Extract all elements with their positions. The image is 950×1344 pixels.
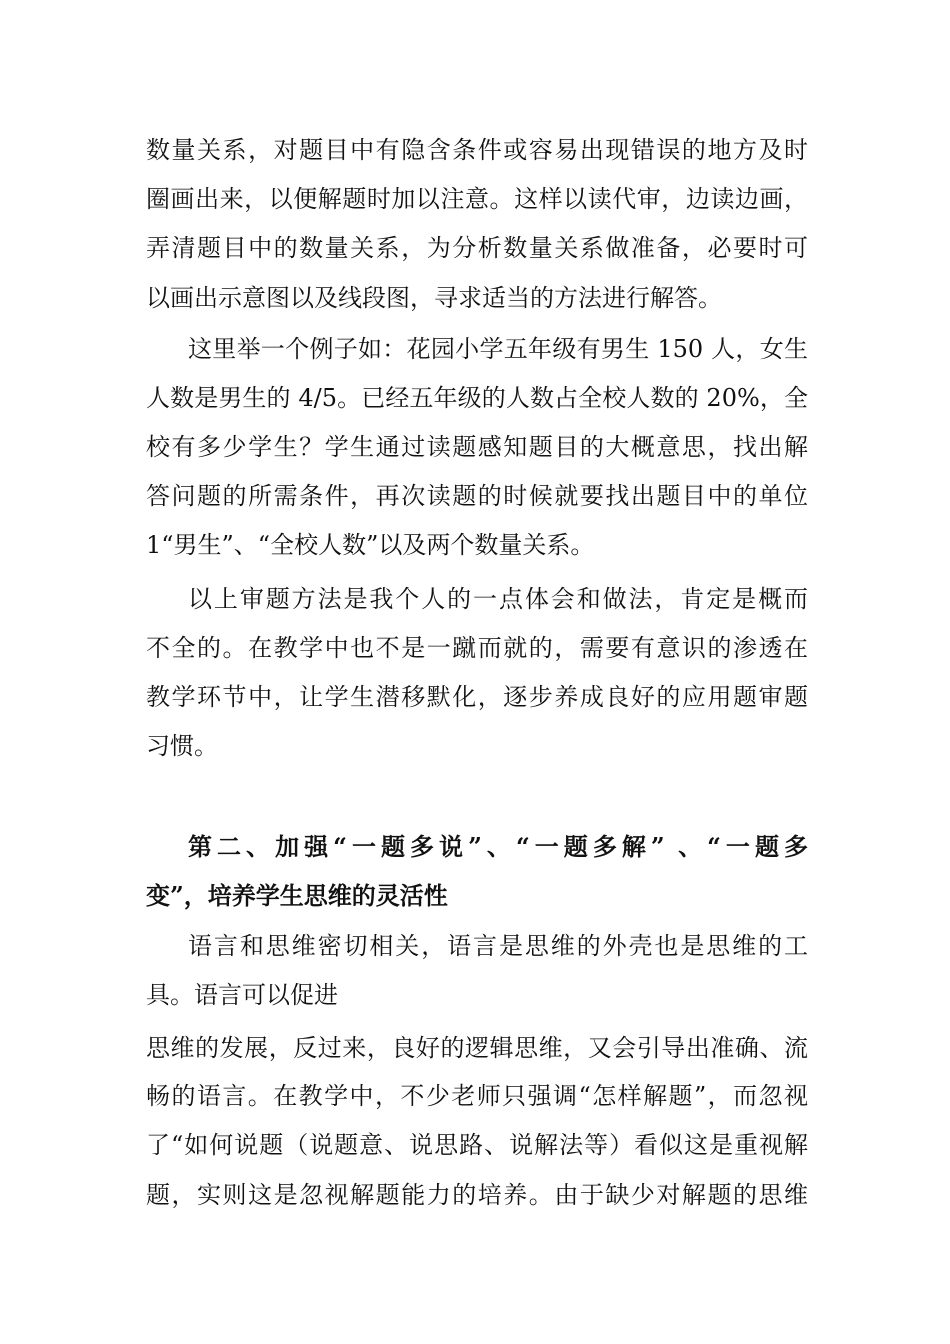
text-line: 了“如何说题（说题意、说思路、说解法等）看似这是重视解 bbox=[146, 1131, 808, 1159]
text-line: 这里举一个例子如：花园小学五年级有男生 150 人，女生 bbox=[188, 335, 808, 363]
text-line: 语言和思维密切相关，语言是思维的外壳也是思维的工 bbox=[188, 932, 808, 960]
text-line: 校有多少学生？学生通过读题感知题目的大概意思，找出解 bbox=[146, 433, 808, 461]
text-line: 思维的发展，反过来，良好的逻辑思维，又会引导出准确、流 bbox=[146, 1034, 808, 1062]
heading-line: 第二、加强“一题多说”、“一题多解” 、“一题多 bbox=[188, 832, 808, 861]
text-line: 具。语言可以促进 bbox=[146, 981, 338, 1009]
text-line: 习惯。 bbox=[146, 732, 218, 760]
text-line: 人数是男生的 4/5。已经五年级的人数占全校人数的 20%，全 bbox=[146, 384, 808, 412]
text-line: 圈画出来，以便解题时加以注意。这样以读代审，边读边画， bbox=[146, 185, 808, 213]
text-line: 题，实则这是忽视解题能力的培养。由于缺少对解题的思维 bbox=[146, 1181, 808, 1209]
text-line: 弄清题目中的数量关系，为分析数量关系做准备，必要时可 bbox=[146, 234, 808, 262]
heading-line: 变”，培养学生思维的灵活性 bbox=[146, 881, 448, 910]
text-line: 数量关系，对题目中有隐含条件或容易出现错误的地方及时 bbox=[146, 136, 808, 164]
text-line: 不全的。在教学中也不是一蹴而就的，需要有意识的渗透在 bbox=[146, 634, 808, 662]
text-line: 畅的语言。在教学中，不少老师只强调“怎样解题”，而忽视 bbox=[146, 1082, 808, 1110]
text-line: 以画出示意图以及线段图，寻求适当的方法进行解答。 bbox=[146, 284, 722, 312]
text-line: 教学环节中，让学生潜移默化，逐步养成良好的应用题审题 bbox=[146, 683, 808, 711]
text-line: 1“男生”、“全校人数”以及两个数量关系。 bbox=[146, 531, 595, 559]
text-line: 答问题的所需条件，再次读题的时候就要找出题目中的单位 bbox=[146, 482, 808, 510]
text-line: 以上审题方法是我个人的一点体会和做法，肯定是概而 bbox=[188, 585, 808, 613]
